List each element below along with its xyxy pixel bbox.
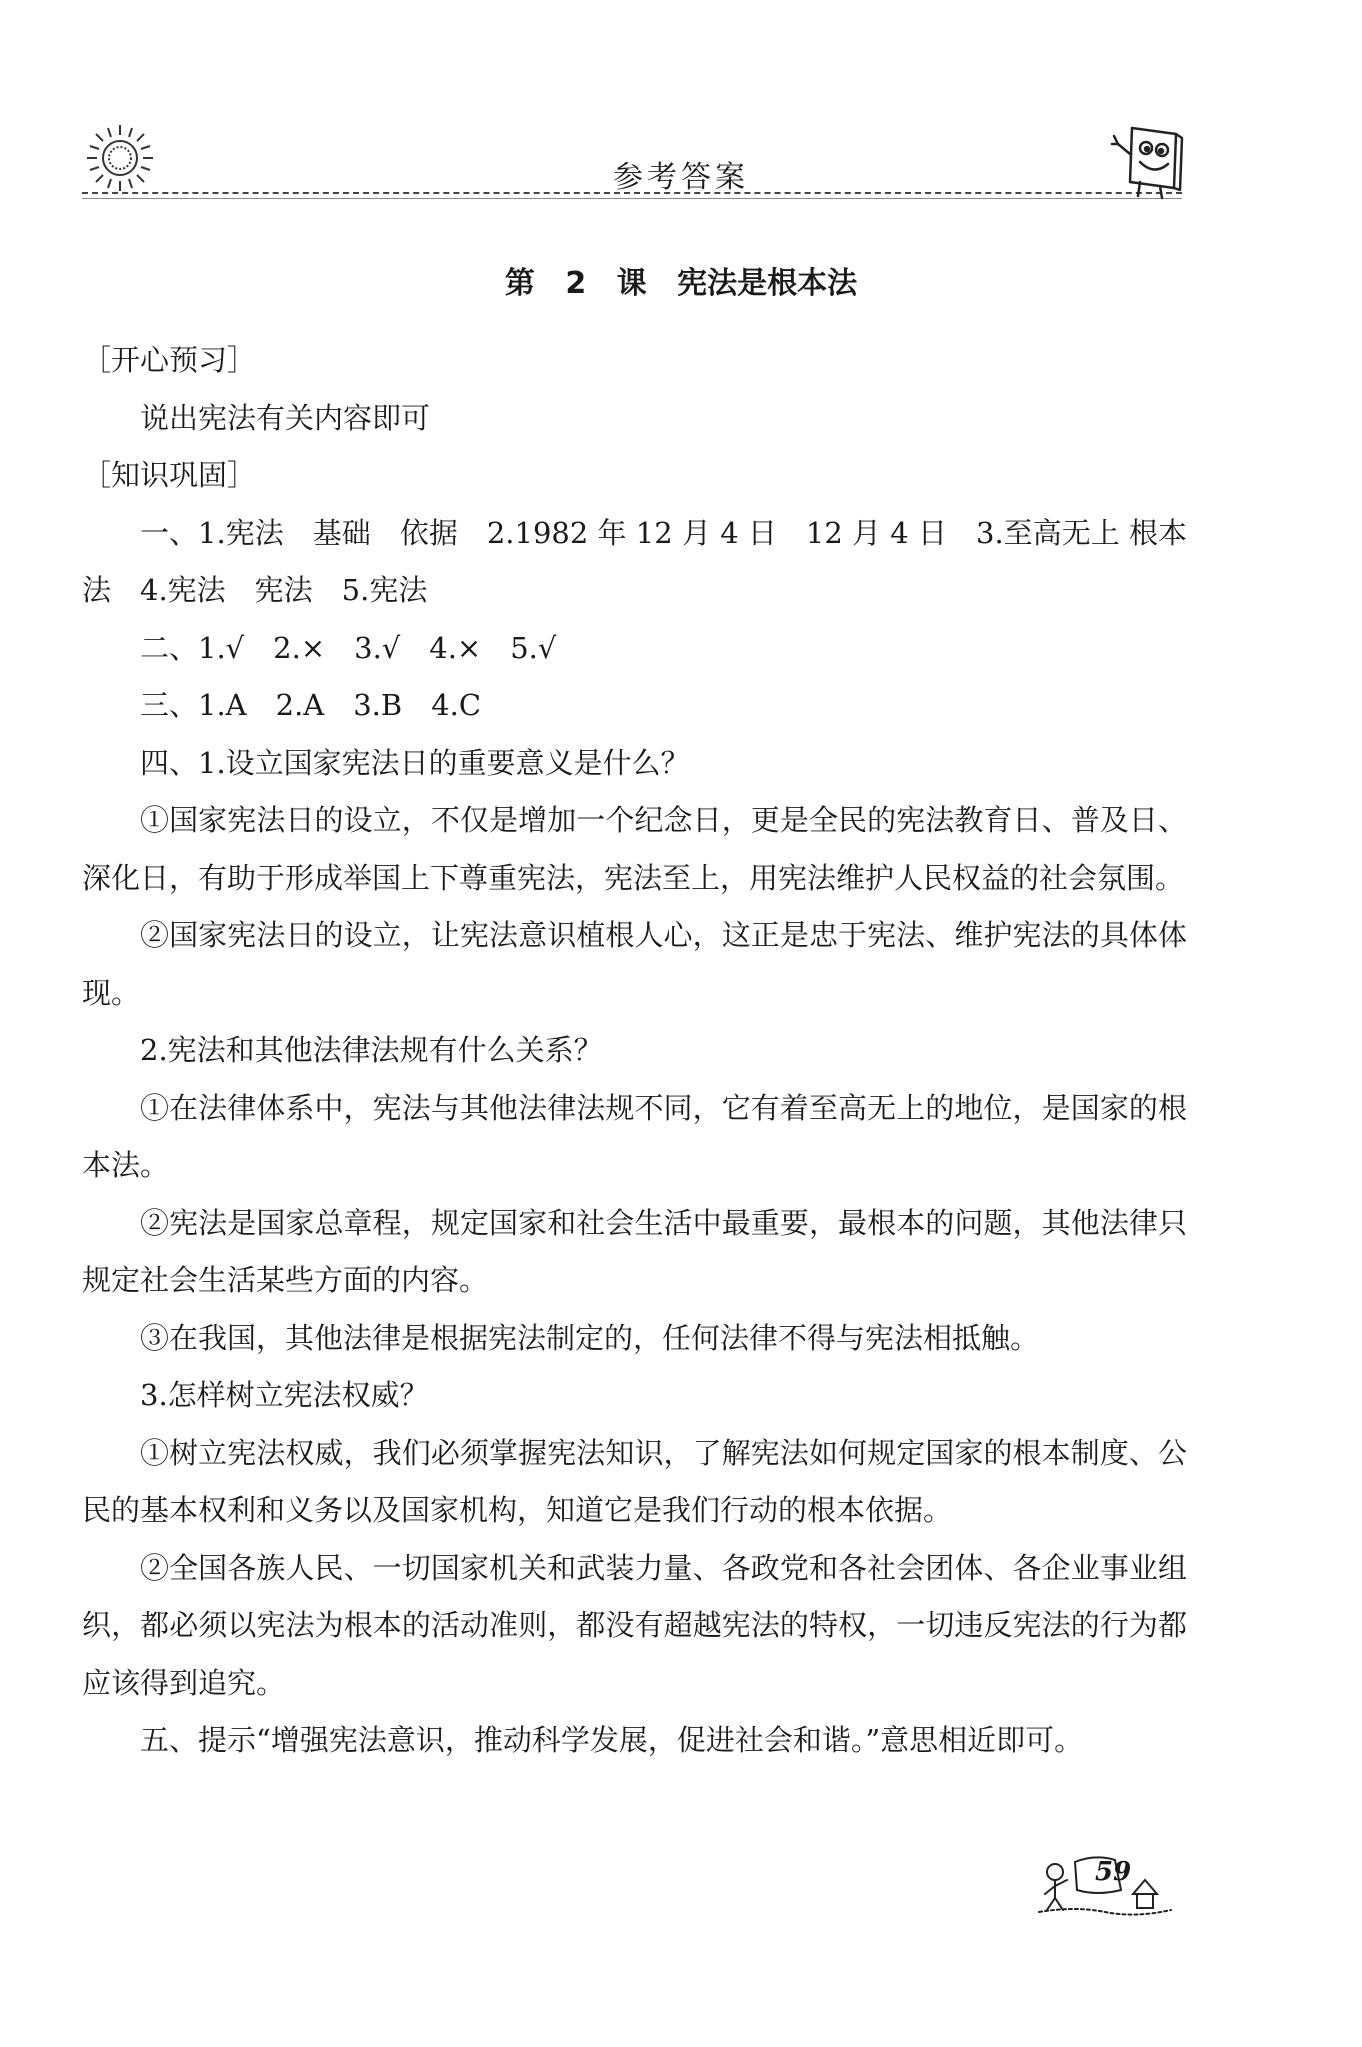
paragraph: 二、1.√ 2.× 3.√ 4.× 5.√ xyxy=(140,630,557,665)
header-dashed-rule xyxy=(82,192,1182,194)
paragraph: ②全国各族人民、一切国家机关和武装力量、各政党和各社会团体、各企业事业组织，都必须以宪法为根本的活动准则，都没有超越宪法的特权，一切违反宪法的行为都应该得到追究。 xyxy=(82,1550,1187,1700)
paragraph: ①在法律体系中，宪法与其他法律法规不同，它有着至高无上的地位，是国家的根本法。 xyxy=(82,1090,1187,1182)
lesson-title xyxy=(0,258,1362,302)
paragraph: ①树立宪法权威，我们必须掌握宪法知识，了解宪法如何规定国家的根本制度、公民的基本权利和义务以及国家机构，知道它是我们行动的根本依据。 xyxy=(82,1435,1187,1527)
answer-content xyxy=(82,332,1187,1770)
paragraph: ①国家宪法日的设立，不仅是增加一个纪念日，更是全民的宪法教育日、普及日、深化日，有助于形成举国上下尊重宪法，宪法至上，用宪法维护人民权益的社会氛围。 xyxy=(82,803,1187,895)
paragraph: 五、提示“增强宪法意识，推动科学发展，促进社会和谐。”意思相近即可。 xyxy=(140,1723,1084,1757)
section-heading-preview: ［开心预习］ xyxy=(82,343,257,377)
paragraph: ②国家宪法日的设立，让宪法意识植根人心，这正是忠于宪法、维护宪法的具体体现。 xyxy=(82,918,1187,1010)
lesson-number: 第 2 课 xyxy=(504,266,647,301)
paragraph: 说出宪法有关内容即可 xyxy=(140,400,431,435)
section-heading-consolidate: ［知识巩固］ xyxy=(82,458,257,492)
lesson-name: 宪法是根本法 xyxy=(677,266,858,301)
book-mascot-icon xyxy=(1110,118,1194,202)
question: 四、1.设立国家宪法日的重要意义是什么？ xyxy=(140,745,690,780)
paragraph: 三、1.A 2.A 3.B 4.C xyxy=(140,688,482,722)
paragraph: ③在我国，其他法律是根据宪法制定的，任何法律不得与宪法相抵触。 xyxy=(140,1320,1040,1355)
paragraph: 一、1.宪法 基础 依据 2.1982 年 12 月 4 日 12 月 4 日 3.至高无上 根本法 4.宪法 宪法 5.宪法 xyxy=(82,515,1187,607)
question: 3.怎样树立宪法权威？ xyxy=(140,1378,429,1412)
question: 2.宪法和其他法律法规有什么关系？ xyxy=(140,1033,603,1067)
page-number: 59 xyxy=(1095,1857,1132,1887)
header-rule xyxy=(82,198,1182,199)
paragraph: ②宪法是国家总章程，规定国家和社会生活中最重要，最根本的问题，其他法律只规定社会生活某些方面的内容。 xyxy=(82,1205,1187,1297)
page-header-title: 参考答案 xyxy=(613,160,749,195)
